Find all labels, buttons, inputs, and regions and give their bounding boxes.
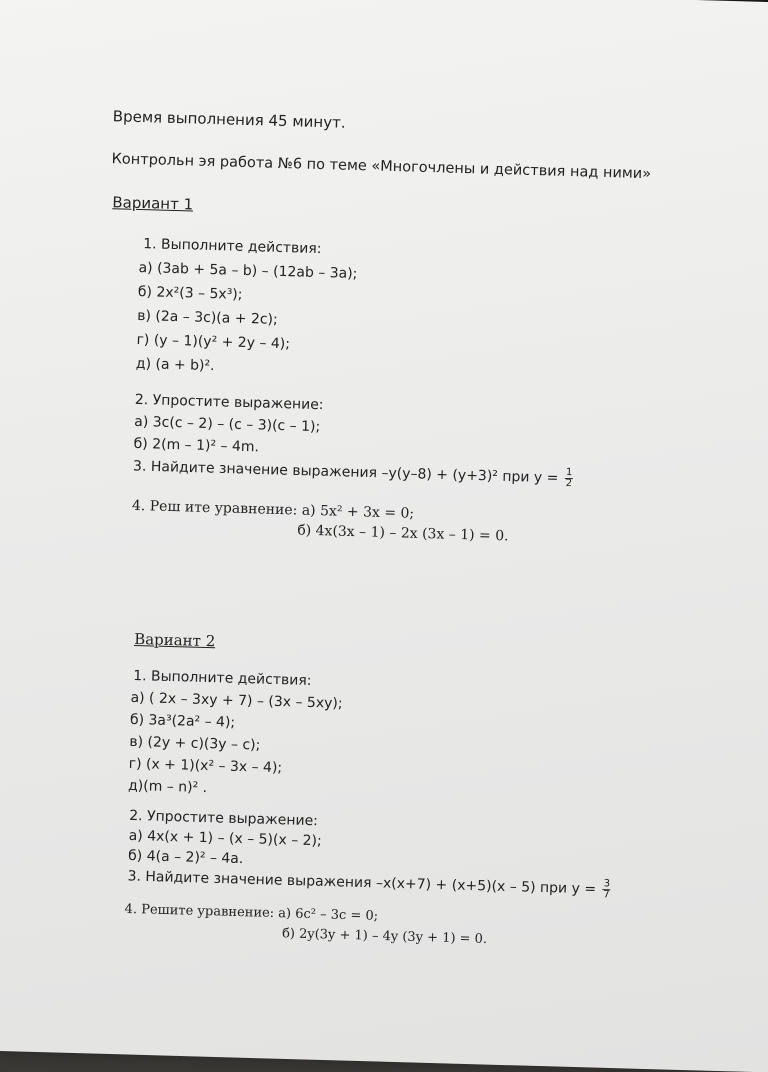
v2-task1-c: в) (2y + c)(3y – c); — [129, 733, 261, 754]
v1-task4-a: 4. Реш ите уравнение: а) 5x² + 3x = 0; — [131, 497, 415, 522]
v1-task3-numerator: 1 — [565, 466, 573, 479]
v2-task1-d: г) (x + 1)(x² – 3x – 4); — [128, 755, 283, 777]
v2-task1-b: б) 3a³(2a² – 4); — [129, 711, 236, 731]
v1-task2-heading: 2. Упростите выражение: — [134, 391, 324, 414]
v2-task3 — [127, 866, 611, 900]
v2-task1-e: д)(m – n)² . — [127, 777, 208, 797]
v2-task1-heading: 1. Выполните действия: — [132, 667, 312, 689]
v2-task4-a: 4. Решите уравнение: а) 6c² – 3c = 0; — [124, 901, 379, 924]
v1-task2-b: б) 2(m – 1)² – 4m. — [133, 435, 260, 456]
v1-task4-b: б) 4x(3x – 1) – 2x (3x – 1) = 0. — [297, 522, 509, 545]
variant-2-heading: Вариант 2 — [133, 630, 216, 651]
v2-task3-fraction — [602, 879, 611, 900]
v1-task1-e: д) (a + b)². — [135, 355, 215, 375]
v1-task1-b: б) 2x²(3 – 5x³); — [137, 283, 243, 303]
v2-task3-denominator: 7 — [603, 889, 610, 901]
v1-task2-a: а) 3c(c – 2) – (c – 3)(c – 1); — [134, 413, 321, 436]
document-title: Контрольн эя работа №6 по теме «Многочлены и действия над ними» — [111, 151, 652, 183]
v1-task1-heading: 1. Выполните действия: — [143, 236, 322, 258]
v1-task1-a: а) (3ab + 5a – b) – (12ab – 3a); — [138, 259, 358, 283]
variant-1-heading: Вариант 1 — [112, 193, 194, 214]
v1-task1-c: в) (2a – 3c)(a + 2c); — [137, 307, 278, 328]
v2-task2-a: а) 4x(x + 1) – (x – 5)(x – 2); — [128, 827, 322, 850]
v1-task3-denominator: 2 — [565, 477, 573, 490]
time-limit: Время выполнения 45 минут. — [112, 107, 346, 132]
v2-task4-b: б) 2y(3y + 1) – 4y (3y + 1) = 0. — [281, 926, 488, 947]
v2-task1-a: а) ( 2x – 3xy + 7) – (3x – 5xy); — [130, 689, 343, 712]
v2-task3-numerator: 3 — [603, 878, 611, 890]
v2-task2-b: б) 4(a – 2)² – 4a. — [127, 847, 244, 868]
v1-task3 — [133, 456, 574, 489]
v1-task3-text: 3. Найдите значение выражения –y(y–8) + (y+3)² при y = — [132, 458, 559, 487]
v1-task3-fraction — [565, 468, 574, 489]
v2-task2-heading: 2. Упростите выражение: — [129, 807, 319, 830]
v1-task1-d: г) (y – 1)(y² + 2y – 4); — [136, 331, 291, 353]
v2-task3-text: 3. Найдите значение выражения –x(x+7) + (x+5)(x – 5) при y = — [127, 868, 597, 898]
